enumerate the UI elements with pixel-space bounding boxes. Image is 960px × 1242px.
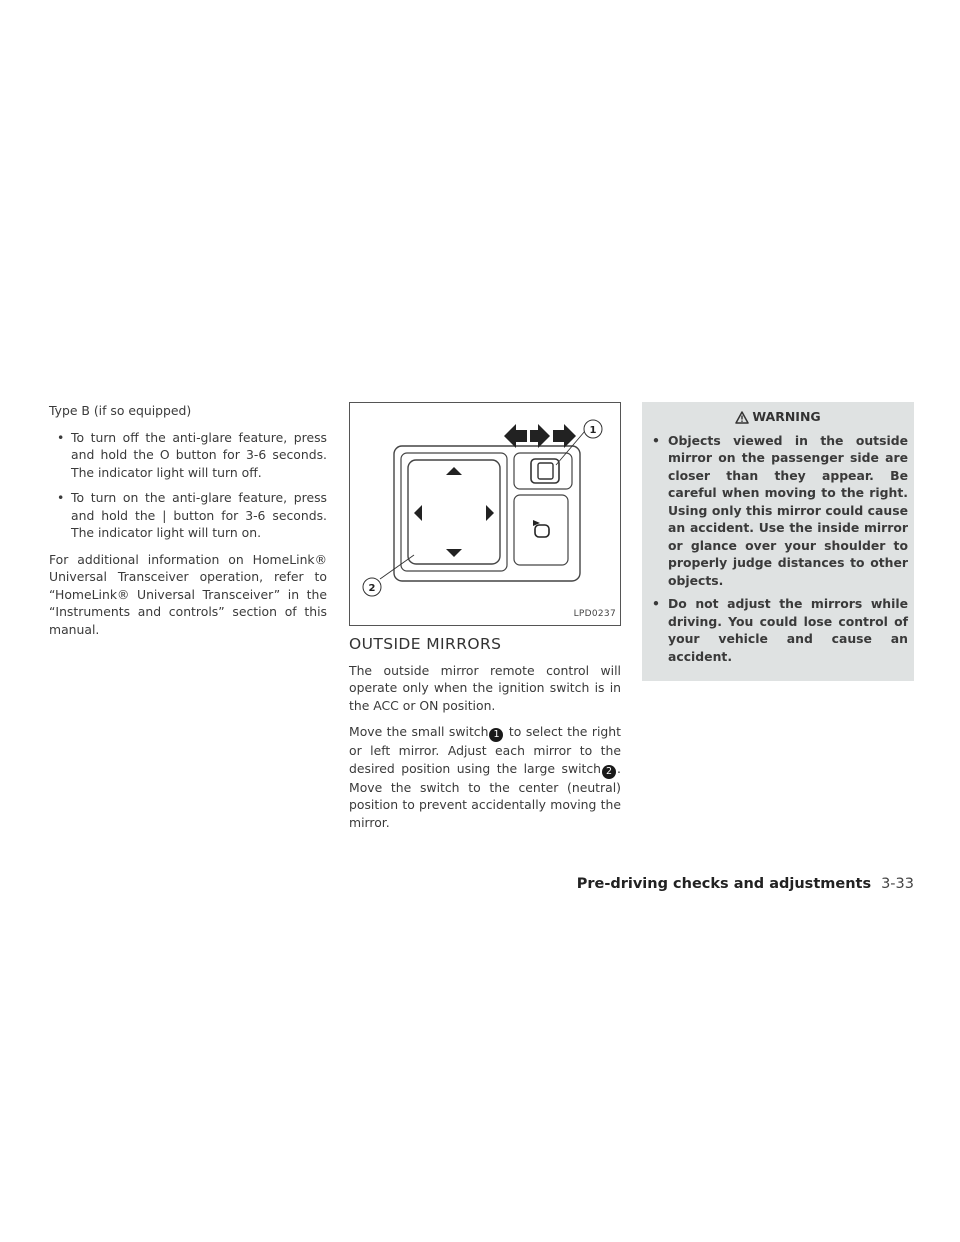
list-item: • To turn on the anti-glare feature, press and hold the | button for 3-6 seconds. The indicator light will turn on. <box>57 490 327 540</box>
mirror-switch-figure <box>349 402 621 626</box>
mirror-switch-illustration <box>350 403 620 625</box>
callout-1-inline: 1 <box>489 728 503 742</box>
list-item: • To turn off the anti-glare feature, press and hold the O button for 3-6 seconds. The indicator light will turn off. <box>57 429 327 480</box>
right-column <box>642 402 914 681</box>
warning-triangle-icon <box>735 411 749 424</box>
warning-heading: WARNING <box>648 408 908 426</box>
callout-2: 2 <box>368 583 376 594</box>
callout-1: 1 <box>589 425 597 436</box>
type-b-heading: Type B (if so equipped) <box>49 403 192 418</box>
page-footer <box>577 876 914 892</box>
left-column <box>49 402 327 647</box>
paragraph-switch-usage: Move the small switch 1 to select the right or left mirror. Adjust each mirror to the desired position using the large switch 2 . Move the switch to the center (neutral) position to prevent accidentally moving the mirror. <box>349 724 621 830</box>
figure-code: LPD0237 <box>573 608 616 619</box>
list-item: • Objects viewed in the outside mirror on the passenger side are closer than they appear. Be careful when moving to the right. Using only this mirror could cause an accident. Use the inside mirror or glance over your shoulder to properly judge distances to other objects. <box>652 432 908 588</box>
anti-glare-steps <box>49 429 327 542</box>
section-title: OUTSIDE MIRRORS <box>349 635 502 653</box>
warning-list <box>648 432 908 666</box>
paragraph-ignition: The outside mirror remote control will operate only when the ignition switch is in the ACC or ON position. <box>349 662 621 713</box>
callout-2-inline: 2 <box>602 765 616 779</box>
bullet-icon: • <box>652 596 660 611</box>
homelink-paragraph: For additional information on HomeLink® Universal Transceiver operation, refer to “HomeLink® Universal Transceiver” in the “Instruments and controls” section of this manual. <box>49 551 327 637</box>
bullet-icon: • <box>57 490 65 505</box>
footer-section-title: Pre-driving checks and adjustments <box>576 876 872 892</box>
warning-box <box>642 402 914 681</box>
page-number: 3-33 <box>881 876 914 892</box>
bullet-icon: • <box>57 429 65 445</box>
bullet-icon: • <box>652 432 660 448</box>
list-item: • Do not adjust the mirrors while driving. You could lose control of your vehicle and cause an accident. <box>652 596 908 664</box>
middle-column <box>349 402 621 840</box>
